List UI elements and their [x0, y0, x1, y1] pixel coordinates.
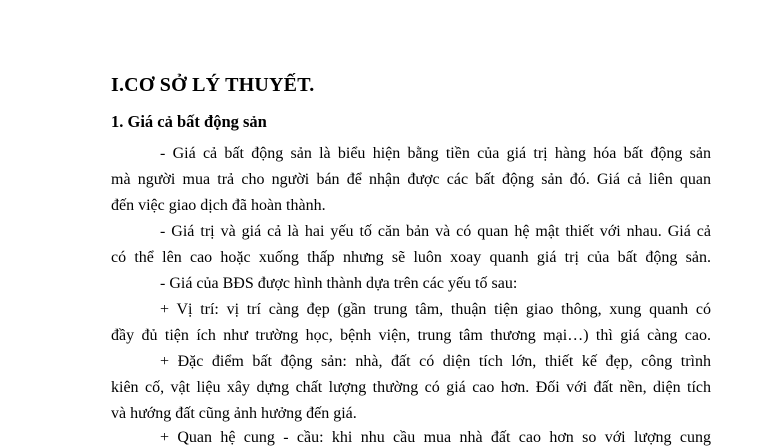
chapter-heading: I.CƠ SỞ LÝ THUYẾT.: [111, 74, 315, 96]
bullet-line: + Quan hệ cung - cầu: khi nhu cầu mua nhà đất cao hơn so với lượng cung: [160, 429, 711, 446]
bullet-line: + Vị trí: vị trí càng đẹp (gần trung tâm, thuận tiện giao thông, xung quanh có: [160, 301, 711, 318]
paragraph-line: kiên cố, vật liệu xây dựng chất lượng thường có giá cao hơn. Đối với đất nền, diện tích: [111, 379, 711, 396]
paragraph-line: - Giá cả bất động sản là biểu hiện bằng tiền của giá trị hàng hóa bất động sản: [160, 145, 711, 162]
paragraph-line: và hướng đất cũng ảnh hưởng đến giá.: [111, 405, 357, 422]
paragraph-line: mà người mua trả cho người bán để nhận được các bất động sản đó. Giá cả liên quan: [111, 171, 711, 188]
paragraph-line: đầy đủ tiện ích như trường học, bệnh viện, trung tâm thương mại…) thì giá càng cao.: [111, 327, 711, 344]
bullet-line: + Đặc điểm bất động sản: nhà, đất có diện tích lớn, thiết kế đẹp, công trình: [160, 353, 711, 370]
paragraph-line: đến việc giao dịch đã hoàn thành.: [111, 197, 326, 214]
paragraph-line: - Giá trị và giá cả là hai yếu tố căn bản và có quan hệ mật thiết với nhau. Giá cả: [160, 223, 711, 240]
paragraph-line: - Giá của BĐS được hình thành dựa trên các yếu tố sau:: [160, 275, 518, 292]
paragraph-line: có thể lên cao hoặc xuống thấp nhưng sẽ luôn xoay quanh giá trị của bất động sản.: [111, 249, 711, 266]
section-heading: 1. Giá cả bất động sản: [111, 112, 267, 131]
